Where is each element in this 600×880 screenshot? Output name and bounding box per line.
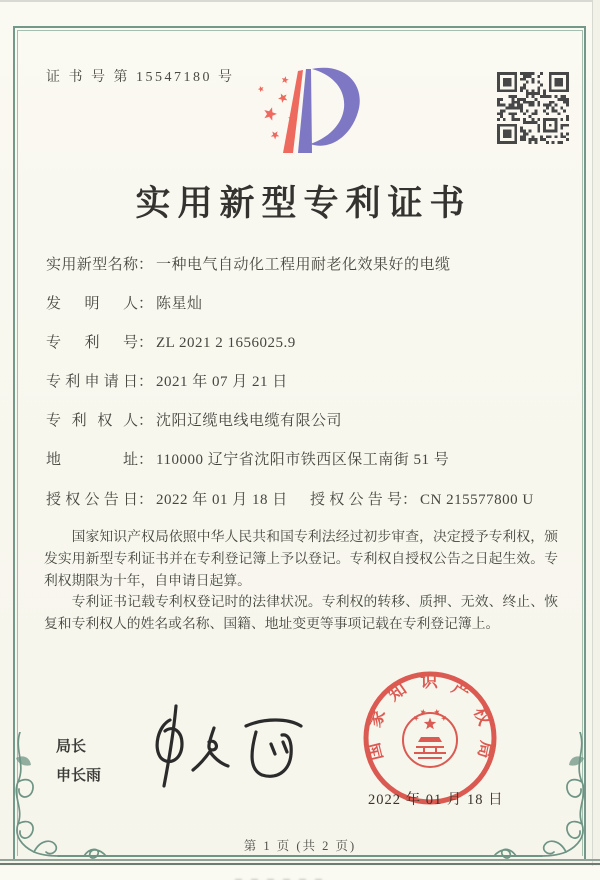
- field-colon: ：: [402, 492, 418, 508]
- field-row-inventor: [46, 292, 556, 313]
- field-row-name: [46, 253, 556, 274]
- field-label: 授权公告日: [46, 492, 138, 508]
- field-value: 陈星灿: [156, 296, 203, 312]
- field-label: 专利权人: [46, 413, 138, 429]
- logo-star-icon: [264, 107, 277, 120]
- legal-paragraph: 专利证书记载专利权登记时的法律状况。专利权的转移、质押、无效、终止、恢复和专利权人的姓名或名称、国籍、地址变更等事项记载在专利登记簿上。: [44, 594, 558, 632]
- page-stack-line: [0, 859, 600, 861]
- legal-paragraph: 国家知识产权局依照中华人民共和国专利法经过初步审查，决定授予专利权，颁发实用新型专利证书并在专利登记簿上予以登记。专利权自授权公告之日起生效。专利权期限为十年，自申请日起算。: [44, 529, 558, 588]
- qr-code-icon: [497, 72, 569, 144]
- field-row-filing-date: [46, 370, 556, 391]
- field-row-address: [46, 448, 556, 469]
- field-colon: ：: [138, 335, 154, 351]
- field-value: ZL 2021 2 1656025.9: [156, 335, 296, 351]
- next-page-ghost-text: [235, 872, 331, 880]
- field-row-grant: [46, 488, 556, 509]
- field-colon: ：: [138, 374, 154, 390]
- field-colon: ：: [138, 452, 154, 468]
- logo-star-icon: [258, 86, 264, 92]
- commissioner-name: 申长雨: [56, 768, 102, 784]
- field-label: 专利号: [46, 335, 138, 351]
- cnipa-ip-logo-icon: [250, 58, 360, 166]
- logo-p-bowl: [310, 68, 360, 146]
- field-value: 2021 年 07 月 21 日: [156, 374, 288, 390]
- field-value: 一种电气自动化工程用耐老化效果好的电缆: [156, 257, 451, 273]
- certificate-number: 证 书 号 第 15547180 号: [46, 70, 235, 85]
- logo-star-icon: [271, 131, 280, 139]
- bottom-flourish-border: [0, 732, 600, 880]
- scan-edge-top: [0, 0, 600, 2]
- grant-number-pair: [310, 488, 534, 509]
- page-stack-line: [0, 863, 600, 866]
- field-row-patent-no: [46, 331, 556, 352]
- field-label: 地址: [46, 452, 138, 468]
- field-row-patentee: [46, 409, 556, 430]
- logo-star-icon: [278, 94, 287, 103]
- field-value: CN 215577800 U: [420, 492, 534, 508]
- seal-date: 2022 年 01 月 18 日: [368, 792, 504, 808]
- field-colon: ：: [138, 296, 154, 312]
- field-value: 110000 辽宁省沈阳市铁西区保工南街 51 号: [156, 452, 450, 468]
- field-label: 发明人: [46, 296, 138, 312]
- page-number: 第 1 页 (共 2 页): [243, 839, 357, 853]
- field-value: 沈阳辽缆电线电缆有限公司: [156, 413, 343, 429]
- certificate-title: 实用新型专利证书: [135, 184, 472, 223]
- logo-star-icon: [282, 76, 289, 83]
- field-colon: ：: [138, 492, 154, 508]
- legal-text-block: [44, 526, 558, 635]
- field-colon: ：: [138, 257, 154, 273]
- commissioner-title: 局长: [56, 739, 87, 755]
- field-label: 实用新型名称: [46, 257, 138, 273]
- field-value: 2022 年 01 月 18 日: [156, 492, 288, 508]
- seal-ring-text: 国家知识产权局: [362, 670, 498, 763]
- field-label: 授权公告号: [310, 492, 402, 508]
- field-label: 专利申请日: [46, 374, 138, 390]
- field-colon: ：: [138, 413, 154, 429]
